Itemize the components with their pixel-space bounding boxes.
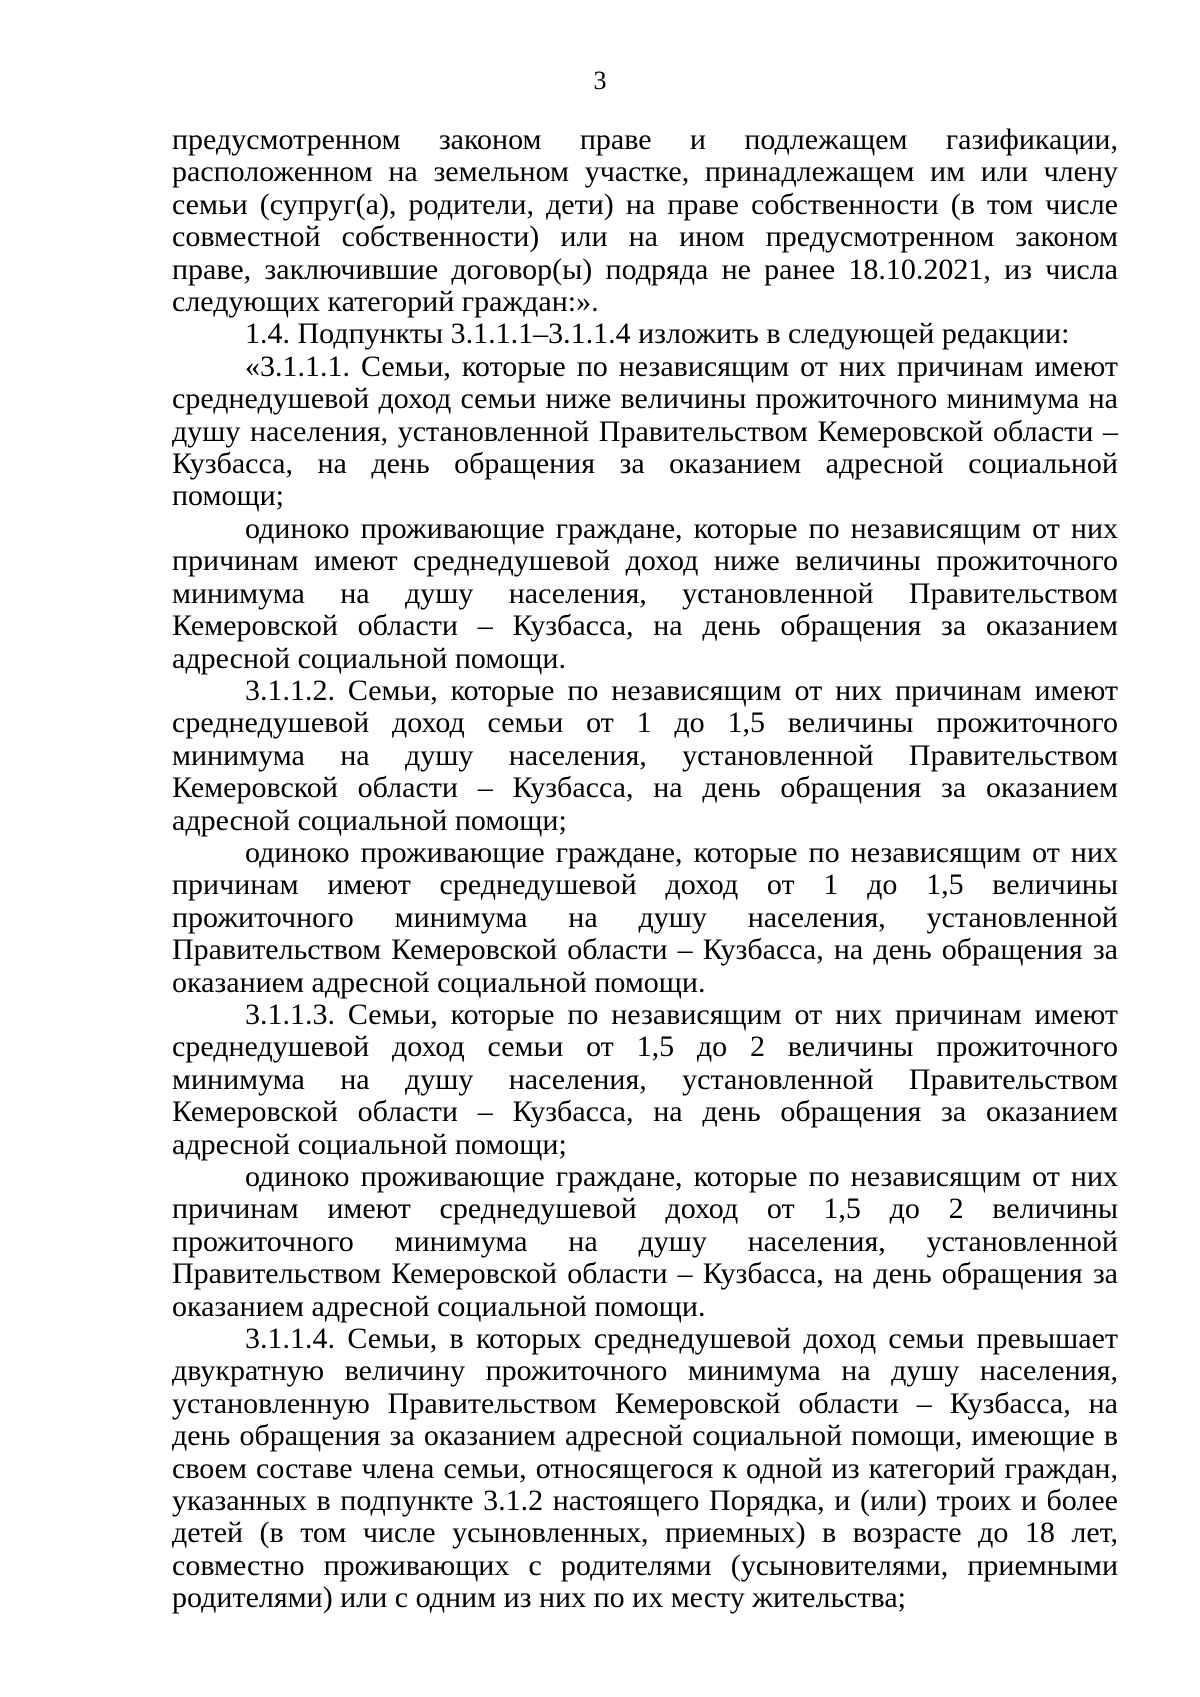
paragraph-3-1-1-1-single: одиноко проживающие граждане, которые по независящим от них причинам имеют среднедушевой доход ниже величины прожиточного минимума на душу населения, установленной Правительством Кемеровской области – Кузбасса, на день обращения за оказанием адресной социальной помощи. <box>172 511 1118 675</box>
paragraph-3-1-1-2-single: одиноко проживающие граждане, которые по независящим от них причинам имеют среднедушевой доход от 1 до 1,5 величины прожиточного минимума на душу населения, установленной Правительством Кемеровской области – Кузбасса, на день обращения за оказанием адресной социальной помощи. <box>172 835 1118 999</box>
paragraph-3-1-1-3-families: 3.1.1.3. Семьи, которые по независящим от них причинам имеют среднедушевой доход семьи от 1,5 до 2 величины прожиточного минимума на душу населения, установленной Правительством Кемеровской области – Кузбасса, на день обращения за оказанием адресной социальной помощи; <box>172 997 1118 1161</box>
page-number: 3 <box>593 66 607 95</box>
paragraph-3-1-1-4-families: 3.1.1.4. Семьи, в которых среднедушевой доход семьи превышает двукратную величину прожиточного минимума на душу населения, установленную Правительством Кемеровской области – Кузбасса, на день обращения за оказанием адресной социальной помощи, имеющие в своем составе члена семьи, относящегося к одной из категорий граждан, указанных в подпункте 3.1.2 настоящего Порядка, и (или) троих и более детей (в том числе усыновленных, приемных) в возрасте до 18 лет, совместно проживающих с родителями (усыновителями, приемными родителями) или с одним из них по их месту жительства; <box>172 1322 1118 1615</box>
paragraph-continuation: предусмотренном законом праве и подлежащем газификации, расположенном на земельном участке, принадлежащем им или члену семьи (супруг(а), родители, дети) на праве собственности (в том числе совместной собственности) или на ином предусмотренном законом праве, заключившие договор(ы) подряда не ранее 18.10.2021, из числа следующих категорий граждан:». <box>172 123 1118 319</box>
paragraph-3-1-1-3-single: одиноко проживающие граждане, которые по независящим от них причинам имеют среднедушевой доход от 1,5 до 2 величины прожиточного минимума на душу населения, установленной Правительством Кемеровской области – Кузбасса, на день обращения за оказанием адресной социальной помощи. <box>172 1160 1118 1323</box>
paragraph-3-1-1-1-families: «3.1.1.1. Семьи, которые по независящим от них причинам имеют среднедушевой доход семьи ниже величины прожиточного минимума на душу населения, установленной Правительством Кемеровской области – Кузбасса, на день обращения за оказанием адресной социальной помощи; <box>172 349 1118 513</box>
paragraph-3-1-1-2-families: 3.1.1.2. Семьи, которые по независящим от них причинам имеют среднедушевой доход семьи от 1 до 1,5 величины прожиточного минимума на душу населения, установленной Правительством Кемеровской области – Кузбасса, на день обращения за оказанием адресной социальной помощи; <box>172 673 1118 837</box>
document-body <box>172 124 1118 1615</box>
paragraph-item-1-4: 1.4. Подпункты 3.1.1.1–3.1.1.4 изложить в следующей редакции: <box>245 317 1070 351</box>
